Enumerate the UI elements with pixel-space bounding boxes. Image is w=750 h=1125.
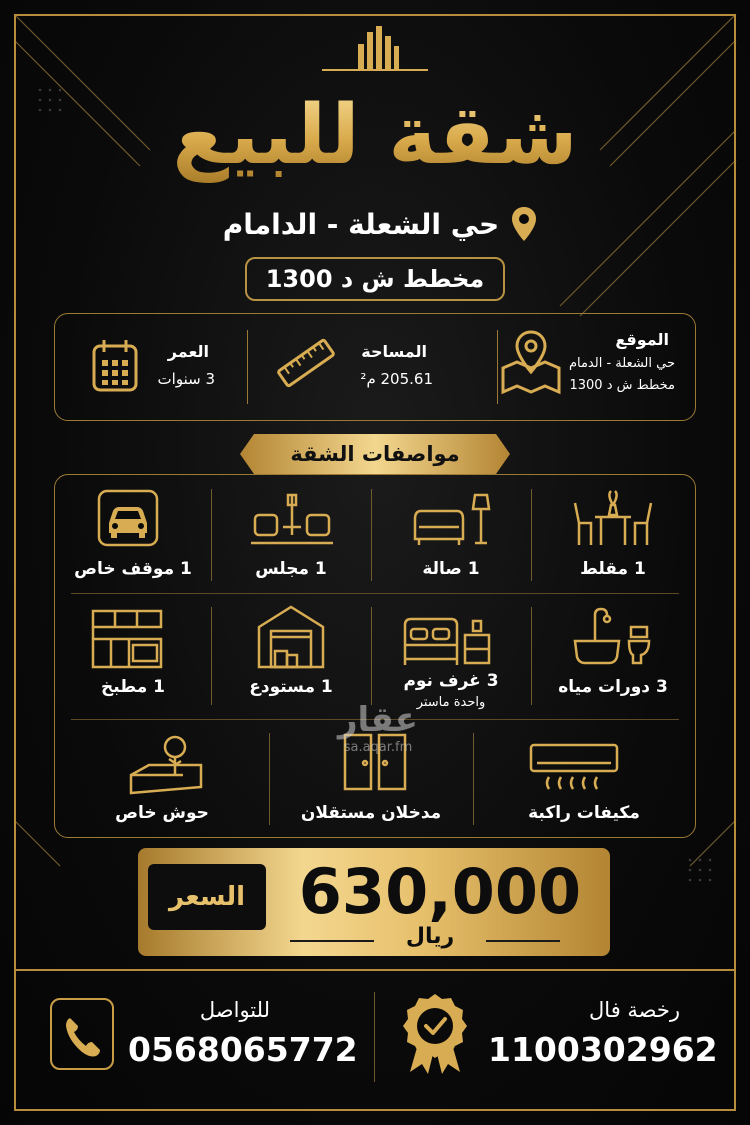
watermark-brand: عقار xyxy=(337,700,419,740)
license-label: رخصة فال xyxy=(589,998,680,1022)
spec-bedrooms: 3 غرف نوم xyxy=(403,671,499,691)
row-divider xyxy=(71,593,679,594)
price-currency: ريال xyxy=(405,924,455,949)
location-value-1: حي الشعلة - الدمام xyxy=(568,356,675,371)
location-line xyxy=(200,202,560,246)
area-value: 205.61 م² xyxy=(360,370,433,388)
location-value-2: مخطط ش د 1300 xyxy=(569,378,675,393)
air-conditioner-icon xyxy=(529,743,619,793)
footer-divider xyxy=(14,969,736,971)
watermark xyxy=(318,700,438,780)
spec-ac: مكيفات راكبة xyxy=(528,803,640,823)
divider xyxy=(247,330,248,404)
spec-parking: 1 موقف خاص xyxy=(74,559,192,579)
phone-button[interactable] xyxy=(50,998,114,1070)
spec-kitchen: 1 مطبخ xyxy=(100,677,166,697)
specs-grid xyxy=(54,474,696,838)
location-text: حي الشعلة - الدامام xyxy=(222,207,500,241)
spec-hall: 1 صالة xyxy=(422,559,480,579)
area-label: المساحة xyxy=(361,342,427,361)
info-box xyxy=(54,313,696,421)
sofa-lamp-icon xyxy=(409,491,493,547)
license-number: 1100302962 xyxy=(488,1030,718,1069)
spec-yard: حوش خاص xyxy=(115,803,209,823)
specs-title: مواصفات الشقة xyxy=(290,442,460,466)
dining-table-icon xyxy=(571,489,655,547)
ruler-icon xyxy=(275,332,337,394)
location-label: الموقع xyxy=(615,330,669,349)
calendar-icon xyxy=(91,338,139,394)
bathroom-icon xyxy=(571,607,655,667)
contact-phone[interactable]: 0568065772 xyxy=(128,1030,358,1069)
building-logo-icon xyxy=(322,22,428,74)
spec-storage: 1 مستودع xyxy=(249,677,333,697)
spec-dining: 1 مقلط xyxy=(580,559,646,579)
age-value: 3 سنوات xyxy=(157,370,215,388)
page-title: شقة للبيع xyxy=(100,86,650,186)
watermark-url: sa.aqar.fm xyxy=(343,740,413,755)
spec-bedrooms-sub: واحدة ماستر xyxy=(416,695,486,710)
car-icon xyxy=(97,489,159,547)
yard-tree-icon xyxy=(127,735,205,795)
age-label: العمر xyxy=(167,342,209,361)
bed-icon xyxy=(401,615,493,667)
warehouse-icon xyxy=(257,605,325,669)
plan-box: مخطط ش د 1300 xyxy=(245,257,505,301)
phone-icon xyxy=(52,1000,112,1068)
map-location-icon xyxy=(497,328,565,396)
spec-entrances: مدخلان مستقلان xyxy=(300,803,442,823)
kitchen-icon xyxy=(91,609,163,669)
footer-column-divider xyxy=(374,992,375,1082)
spec-bathrooms: 3 دورات مياه xyxy=(558,677,668,697)
price-value: 630,000 xyxy=(298,855,582,928)
spec-majlis: 1 مجلس xyxy=(255,559,327,579)
majlis-seating-icon xyxy=(251,491,333,547)
contact-label: للتواصل xyxy=(199,998,270,1022)
license-badge-icon xyxy=(400,992,470,1076)
price-label: السعر xyxy=(148,864,266,930)
location-pin-icon xyxy=(511,206,537,242)
